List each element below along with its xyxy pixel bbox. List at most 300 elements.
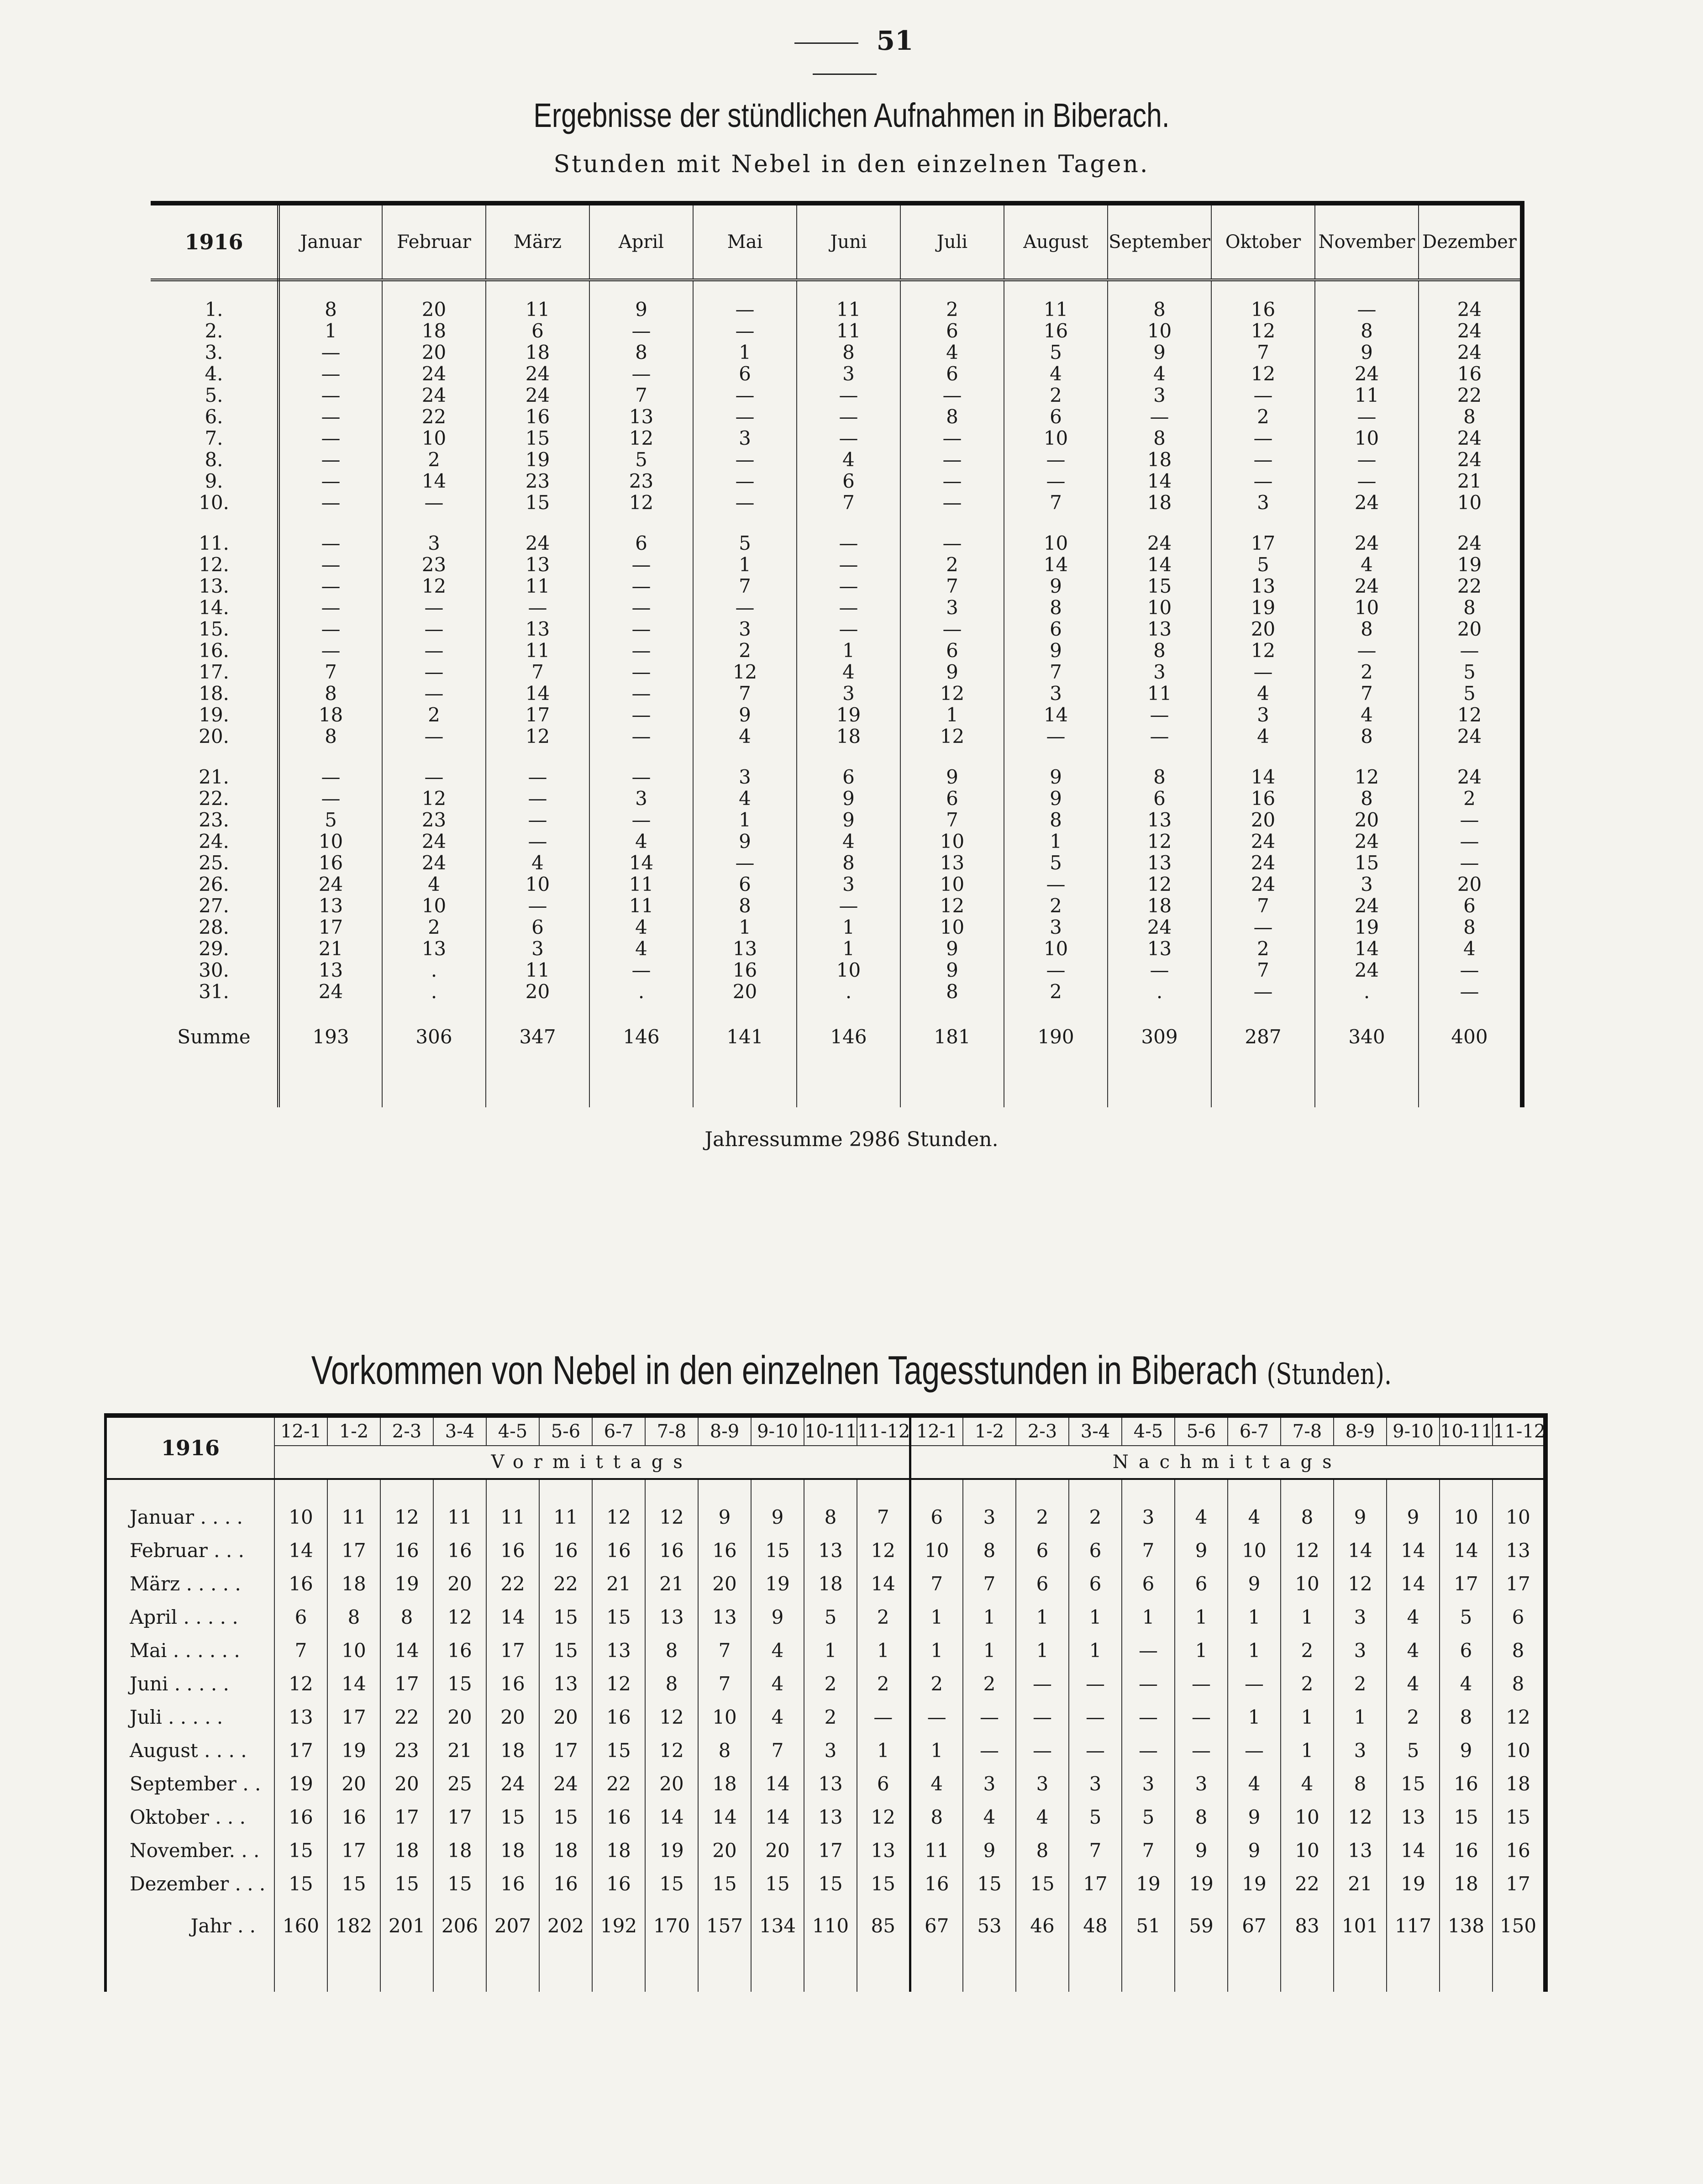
fog-hours-cell: 3 — [693, 766, 797, 788]
spacer-cell — [382, 280, 486, 299]
table2-title-unit: (Stunden). — [1267, 1358, 1392, 1391]
fog-hours-cell: — — [1016, 1667, 1069, 1700]
fog-hours-cell: — — [963, 1734, 1016, 1767]
fog-hours-cell: 11 — [1004, 299, 1108, 320]
fog-hours-cell: 1 — [963, 1634, 1016, 1667]
hour-header: 9-10 — [1387, 1416, 1440, 1446]
fog-hours-cell: 16 — [1211, 299, 1315, 320]
month-sum-cell: 193 — [279, 1002, 382, 1071]
fog-hours-cell: 5 — [1419, 661, 1522, 683]
fog-hours-cell: 13 — [486, 618, 589, 640]
spacer-cell — [380, 1951, 433, 1992]
fog-hours-cell: 2 — [1334, 1667, 1387, 1700]
hour-total-cell: 67 — [1228, 1900, 1281, 1951]
fog-hours-cell: 24 — [1315, 959, 1419, 981]
fog-hours-cell: — — [900, 492, 1004, 513]
hour-header: 3-4 — [433, 1416, 486, 1446]
table-row — [105, 1567, 1545, 1600]
fog-hours-cell: 2 — [900, 554, 1004, 575]
fog-hours-cell: — — [1419, 852, 1522, 874]
fog-hours-cell: 16 — [1419, 363, 1522, 384]
fog-hours-cell: 15 — [963, 1867, 1016, 1900]
fog-hours-cell: 11 — [910, 1834, 963, 1867]
fog-hours-cell: 15 — [592, 1734, 645, 1767]
fog-hours-cell: 2 — [1004, 981, 1108, 1002]
fog-hours-cell: — — [589, 320, 693, 342]
fog-hours-cell: 20 — [1419, 618, 1522, 640]
fog-hours-cell: 5 — [1122, 1800, 1175, 1834]
fog-hours-cell: . — [1315, 981, 1419, 1002]
fog-hours-cell: — — [797, 406, 900, 427]
fog-hours-cell: 2 — [900, 299, 1004, 320]
fog-hours-cell: 7 — [693, 683, 797, 704]
fog-hours-cell: 4 — [797, 831, 900, 852]
hour-total-cell: 207 — [486, 1900, 539, 1951]
fog-hours-cell: 11 — [486, 575, 589, 597]
fog-hours-cell: 1 — [1334, 1700, 1387, 1734]
fog-hours-cell: 6 — [274, 1600, 327, 1634]
spacer-row — [151, 747, 1522, 766]
fog-hours-cell: 24 — [382, 384, 486, 406]
fog-hours-cell: 17 — [486, 1634, 539, 1667]
spacer-cell — [274, 1951, 327, 1992]
month-sum-cell: 146 — [589, 1002, 693, 1071]
table-row — [105, 1700, 1545, 1734]
fog-hours-cell: — — [910, 1700, 963, 1734]
spacer-cell — [1211, 280, 1315, 299]
fog-hours-cell: 15 — [433, 1667, 486, 1700]
fog-hours-cell: 16 — [1211, 788, 1315, 809]
day-label: 21. — [151, 766, 279, 788]
day-label: 2. — [151, 320, 279, 342]
fog-hours-cell: — — [1108, 406, 1211, 427]
fog-hours-cell: — — [963, 1700, 1016, 1734]
fog-hours-cell: 15 — [486, 1800, 539, 1834]
fog-hours-cell: 4 — [900, 342, 1004, 363]
fog-hours-cell: 3 — [797, 874, 900, 895]
spacer-cell — [1281, 1479, 1334, 1500]
day-label: 5. — [151, 384, 279, 406]
fog-hours-cell: 16 — [1004, 320, 1108, 342]
fog-hours-cell: — — [589, 683, 693, 704]
hour-total-cell: 101 — [1334, 1900, 1387, 1951]
fog-hours-cell: 3 — [1334, 1634, 1387, 1667]
fog-hours-cell: 11 — [1108, 683, 1211, 704]
day-label: 9. — [151, 470, 279, 492]
spacer-cell — [327, 1479, 380, 1500]
fog-hours-cell: 8 — [1004, 597, 1108, 618]
fog-hours-cell: 18 — [486, 342, 589, 363]
fog-hours-cell: 9 — [1108, 342, 1211, 363]
spacer-cell — [797, 280, 900, 299]
fog-hours-cell: 7 — [589, 384, 693, 406]
fog-hours-cell: — — [900, 618, 1004, 640]
spacer-cell — [1493, 1951, 1545, 1992]
fog-hours-cell: — — [693, 470, 797, 492]
fog-hours-cell: — — [1211, 470, 1315, 492]
month-sum-cell: 190 — [1004, 1002, 1108, 1071]
fog-hours-cell: 10 — [1281, 1567, 1334, 1600]
spacer-cell — [1004, 1071, 1108, 1107]
fog-hours-cell: 1 — [1069, 1634, 1122, 1667]
fog-hours-cell: 15 — [539, 1600, 592, 1634]
fog-hours-cell: 2 — [1211, 938, 1315, 959]
fog-hours-cell: 5 — [1004, 342, 1108, 363]
month-header: August — [1004, 203, 1108, 280]
fog-hours-cell: 4 — [1315, 554, 1419, 575]
fog-hours-cell: 6 — [693, 363, 797, 384]
fog-hours-cell: 1 — [1281, 1700, 1334, 1734]
month-label: November. . . — [130, 1839, 260, 1862]
fog-hours-cell: 18 — [1493, 1767, 1545, 1800]
fog-hours-cell: — — [1122, 1700, 1175, 1734]
fog-hours-cell: . — [589, 981, 693, 1002]
fog-hours-cell: 9 — [1175, 1534, 1228, 1567]
fog-hours-cell: 15 — [539, 1634, 592, 1667]
fog-hours-cell: 1 — [693, 342, 797, 363]
hour-header: 12-1 — [910, 1416, 963, 1446]
month-header: Juni — [797, 203, 900, 280]
hour-header: 3-4 — [1069, 1416, 1122, 1446]
month-sum-cell: 141 — [693, 1002, 797, 1071]
fog-hours-cell: 4 — [1175, 1500, 1228, 1534]
fog-hours-cell: 8 — [804, 1500, 857, 1534]
fog-hours-cell: 13 — [1211, 575, 1315, 597]
fog-hours-cell: 24 — [486, 532, 589, 554]
spacer-cell — [693, 280, 797, 299]
fog-hours-cell: 12 — [1281, 1534, 1334, 1567]
spacer-cell — [1419, 1071, 1522, 1107]
fog-hours-cell: 7 — [1211, 959, 1315, 981]
fog-hours-cell: 8 — [327, 1600, 380, 1634]
fog-hours-cell: 14 — [1004, 704, 1108, 726]
fog-hours-cell: — — [797, 554, 900, 575]
fog-hours-cell: . — [382, 981, 486, 1002]
fog-hours-cell: 3 — [1211, 704, 1315, 726]
fog-hours-cell: 10 — [1004, 938, 1108, 959]
fog-hours-cell: 4 — [1387, 1600, 1440, 1634]
fog-hours-cell: 22 — [1281, 1867, 1334, 1900]
month-label: August . . . . — [130, 1739, 247, 1762]
fog-hours-cell: 10 — [797, 959, 900, 981]
spacer-row — [151, 280, 1522, 299]
fog-hours-cell: 20 — [698, 1567, 751, 1600]
fog-hours-cell: 12 — [382, 788, 486, 809]
fog-hours-cell: 6 — [1004, 406, 1108, 427]
fog-hours-cell: 8 — [1419, 597, 1522, 618]
spacer-cell — [279, 280, 382, 299]
day-label: 31. — [151, 981, 279, 1002]
spacer-cell — [382, 1071, 486, 1107]
fog-hours-cell: 9 — [1315, 342, 1419, 363]
spacer-cell — [1211, 747, 1315, 766]
fog-hours-cell: 12 — [592, 1500, 645, 1534]
fog-hours-cell: 5 — [279, 809, 382, 831]
spacer-cell — [1419, 280, 1522, 299]
month-label: September . . — [130, 1773, 261, 1795]
fog-hours-cell: 1 — [797, 916, 900, 938]
spacer-cell — [1108, 1071, 1211, 1107]
fog-hours-cell: 1 — [1228, 1634, 1281, 1667]
fog-hours-cell: 3 — [1069, 1767, 1122, 1800]
fog-hours-cell: 1 — [797, 938, 900, 959]
fog-hours-cell: 14 — [1440, 1534, 1493, 1567]
hour-total-cell: 48 — [1069, 1900, 1122, 1951]
fog-hours-cell: 3 — [1016, 1767, 1069, 1800]
fog-hours-cell: 24 — [486, 363, 589, 384]
fog-hours-cell: — — [1419, 640, 1522, 661]
fog-hours-cell: — — [1004, 726, 1108, 747]
fog-hours-cell: 12 — [274, 1667, 327, 1700]
spacer-cell — [645, 1951, 698, 1992]
fog-hours-cell: 6 — [797, 470, 900, 492]
fog-hours-cell: 12 — [645, 1734, 698, 1767]
fog-hours-cell: 15 — [486, 427, 589, 449]
spacer-cell — [151, 1071, 279, 1107]
fog-hours-cell: 16 — [486, 1667, 539, 1700]
fog-hours-cell: 9 — [797, 788, 900, 809]
fog-hours-cell: — — [1175, 1700, 1228, 1734]
fog-hours-cell: 16 — [592, 1700, 645, 1734]
spacer-cell — [1004, 280, 1108, 299]
fog-hours-cell: 13 — [900, 852, 1004, 874]
fog-hours-cell: 21 — [1419, 470, 1522, 492]
fog-hours-cell: 14 — [698, 1800, 751, 1834]
fog-hours-cell: 1 — [1281, 1734, 1334, 1767]
fog-hours-cell: — — [1004, 959, 1108, 981]
fog-hours-cell: 10 — [1004, 532, 1108, 554]
fog-hours-cell: 17 — [327, 1700, 380, 1734]
day-label: 1. — [151, 299, 279, 320]
spacer-cell — [1387, 1951, 1440, 1992]
fog-hours-cell: 1 — [1016, 1634, 1069, 1667]
table-row — [151, 406, 1522, 427]
fog-hours-cell: 24 — [1211, 831, 1315, 852]
month-header: März — [486, 203, 589, 280]
fog-hours-cell: 20 — [645, 1767, 698, 1800]
fog-hours-cell: 7 — [857, 1500, 910, 1534]
fog-hours-cell: 4 — [963, 1800, 1016, 1834]
fog-hours-cell: 4 — [751, 1700, 804, 1734]
hour-total-cell: 202 — [539, 1900, 592, 1951]
fog-hours-cell: 24 — [1315, 363, 1419, 384]
hour-total-cell: 110 — [804, 1900, 857, 1951]
spacer-cell — [1108, 280, 1211, 299]
fog-hours-cell: 17 — [804, 1834, 857, 1867]
fog-hours-cell: 8 — [1281, 1500, 1334, 1534]
fog-hours-cell: 19 — [274, 1767, 327, 1800]
year-total-label: Jahr . . — [190, 1914, 256, 1937]
spacer-cell — [693, 1071, 797, 1107]
fog-hours-cell: 17 — [433, 1800, 486, 1834]
hour-header: 6-7 — [1228, 1416, 1281, 1446]
fog-hours-cell: 19 — [1228, 1867, 1281, 1900]
table-row — [151, 874, 1522, 895]
fog-hours-cell: 6 — [1175, 1567, 1228, 1600]
fog-hours-cell: 13 — [698, 1600, 751, 1634]
fog-hours-cell: — — [900, 384, 1004, 406]
spacer-cell — [486, 280, 589, 299]
fog-hours-cell: — — [1228, 1667, 1281, 1700]
day-label: 22. — [151, 788, 279, 809]
fog-hours-cell: — — [1004, 470, 1108, 492]
month-label: Februar . . . — [130, 1539, 244, 1562]
fog-hours-cell: — — [1419, 831, 1522, 852]
fog-hours-cell: 19 — [486, 449, 589, 470]
fog-hours-cell: 3 — [963, 1500, 1016, 1534]
period-pm-header: Nachmittags — [910, 1446, 1545, 1479]
fog-hours-cell: 23 — [486, 470, 589, 492]
fog-hours-cell: 1 — [1004, 831, 1108, 852]
spacer-cell — [857, 1951, 910, 1992]
fog-hours-cell: 10 — [1228, 1534, 1281, 1567]
fog-hours-cell: 1 — [1228, 1700, 1281, 1734]
fog-hours-cell: 7 — [698, 1634, 751, 1667]
hour-total-cell: 150 — [1493, 1900, 1545, 1951]
fog-hours-cell: 13 — [1493, 1534, 1545, 1567]
fog-hours-cell: 8 — [645, 1667, 698, 1700]
fog-hours-cell: 21 — [433, 1734, 486, 1767]
fog-hours-cell: 2 — [1315, 661, 1419, 683]
spacer-cell — [1440, 1951, 1493, 1992]
fog-hours-cell: — — [857, 1700, 910, 1734]
fog-hours-cell: 24 — [486, 384, 589, 406]
table2-year: 1916 — [105, 1416, 274, 1479]
fog-hours-cell: 7 — [963, 1567, 1016, 1600]
fog-hours-cell: 6 — [900, 320, 1004, 342]
fog-hours-cell: 24 — [382, 852, 486, 874]
fog-hours-cell: 17 — [327, 1834, 380, 1867]
day-label: 30. — [151, 959, 279, 981]
fog-hours-cell: 20 — [433, 1567, 486, 1600]
fog-hours-cell: 14 — [1315, 938, 1419, 959]
spacer-cell — [1387, 1479, 1440, 1500]
fog-hours-cell: 17 — [1069, 1867, 1122, 1900]
fog-hours-cell: 24 — [1419, 449, 1522, 470]
fog-hours-cell: — — [589, 597, 693, 618]
fog-hours-cell: 25 — [433, 1767, 486, 1800]
fog-hours-cell: 6 — [900, 788, 1004, 809]
fog-hours-cell: — — [589, 618, 693, 640]
fog-hours-cell: 3 — [1122, 1767, 1175, 1800]
fog-hours-cell: 13 — [1108, 852, 1211, 874]
fog-hours-cell: 4 — [797, 449, 900, 470]
sum-label: Summe — [151, 1002, 279, 1071]
fog-hours-cell: 24 — [382, 831, 486, 852]
table-row — [151, 704, 1522, 726]
fog-hours-cell: 15 — [698, 1867, 751, 1900]
table-row — [151, 575, 1522, 597]
spacer-cell — [900, 513, 1004, 532]
fog-hours-cell: 11 — [486, 299, 589, 320]
spacer-cell — [900, 747, 1004, 766]
fog-hours-cell: 2 — [382, 449, 486, 470]
fog-hours-cell: — — [382, 618, 486, 640]
day-label: 28. — [151, 916, 279, 938]
fog-hours-cell: 13 — [539, 1667, 592, 1700]
fog-hours-cell: 14 — [1004, 554, 1108, 575]
spacer-cell — [486, 513, 589, 532]
fog-hours-cell: 12 — [592, 1667, 645, 1700]
fog-hours-cell: 8 — [1315, 726, 1419, 747]
fog-hours-cell: 16 — [486, 1534, 539, 1567]
month-label: Dezember . . . — [130, 1873, 266, 1895]
fog-hours-cell: — — [382, 726, 486, 747]
fog-hours-cell: — — [1122, 1667, 1175, 1700]
day-label: 8. — [151, 449, 279, 470]
fog-hours-cell: — — [1315, 299, 1419, 320]
fog-hours-cell: 11 — [433, 1500, 486, 1534]
fog-hours-cell: — — [589, 640, 693, 661]
fog-hours-cell: 8 — [1016, 1834, 1069, 1867]
fog-hours-cell: 20 — [486, 981, 589, 1002]
fog-hours-cell: 13 — [804, 1767, 857, 1800]
fog-hours-cell: 14 — [327, 1667, 380, 1700]
spacer-cell — [151, 513, 279, 532]
hour-header: 6-7 — [592, 1416, 645, 1446]
fog-hours-cell: 24 — [1315, 575, 1419, 597]
hour-header: 4-5 — [486, 1416, 539, 1446]
page-number: 51 — [731, 25, 959, 87]
fog-hours-cell: 10 — [1004, 427, 1108, 449]
fog-hours-cell: 8 — [1440, 1700, 1493, 1734]
fog-hours-cell: 11 — [1315, 384, 1419, 406]
fog-hours-cell: 14 — [380, 1634, 433, 1667]
fog-hours-cell: 12 — [1211, 363, 1315, 384]
fog-hours-cell: 19 — [380, 1567, 433, 1600]
fog-hours-cell: 6 — [1122, 1567, 1175, 1600]
spacer-cell — [1419, 747, 1522, 766]
fog-hours-cell: 20 — [1419, 874, 1522, 895]
hour-total-cell: 160 — [274, 1900, 327, 1951]
hour-header: 5-6 — [1175, 1416, 1228, 1446]
spacer-cell — [589, 1071, 693, 1107]
fog-hours-cell: 7 — [1069, 1834, 1122, 1867]
fog-hours-cell: 3 — [963, 1767, 1016, 1800]
spacer-cell — [963, 1479, 1016, 1500]
fog-hours-cell: 18 — [1440, 1867, 1493, 1900]
fog-hours-cell: 9 — [900, 959, 1004, 981]
fog-hours-cell: 13 — [1108, 809, 1211, 831]
fog-hours-cell: 15 — [1387, 1767, 1440, 1800]
fog-hours-cell: 13 — [1387, 1800, 1440, 1834]
fog-hours-cell: 17 — [380, 1800, 433, 1834]
fog-hours-cell: 12 — [1211, 320, 1315, 342]
hour-header: 5-6 — [539, 1416, 592, 1446]
fog-hours-cell: 3 — [797, 683, 900, 704]
fog-hours-cell: 10 — [486, 874, 589, 895]
fog-hours-cell: — — [382, 766, 486, 788]
fog-hours-cell: 13 — [857, 1834, 910, 1867]
fog-hours-cell: 16 — [380, 1534, 433, 1567]
fog-hours-cell: — — [589, 766, 693, 788]
fog-hours-cell: 12 — [1419, 704, 1522, 726]
fog-hours-cell: — — [1175, 1667, 1228, 1700]
fog-hours-cell: — — [1315, 640, 1419, 661]
fog-hours-cell: 2 — [857, 1600, 910, 1634]
fog-hours-cell: 6 — [1440, 1634, 1493, 1667]
fog-hours-cell: 4 — [1419, 938, 1522, 959]
fog-hours-cell: 19 — [1315, 916, 1419, 938]
day-label: 12. — [151, 554, 279, 575]
fog-hours-cell: 4 — [1108, 363, 1211, 384]
spacer-cell — [279, 1071, 382, 1107]
fog-hours-cell: 20 — [380, 1767, 433, 1800]
fog-hours-cell: 22 — [1419, 384, 1522, 406]
fog-hours-cell: 14 — [274, 1534, 327, 1567]
fog-hours-cell: — — [693, 852, 797, 874]
month-label: Oktober . . . — [130, 1806, 246, 1828]
